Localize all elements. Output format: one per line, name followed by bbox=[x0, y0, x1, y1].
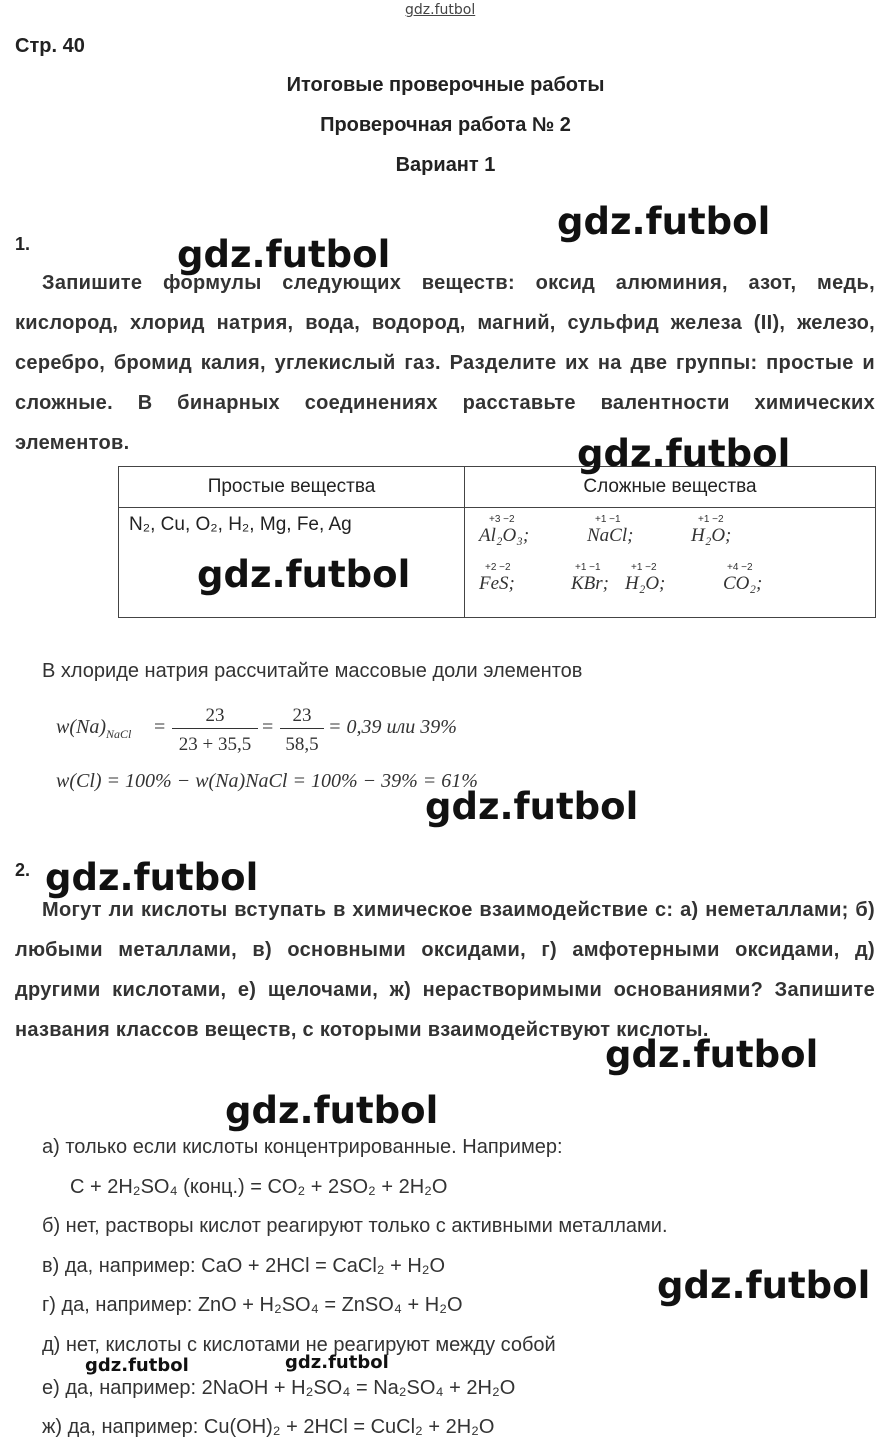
answer-e: е) да, например: 2NaOH + H₂SO₄ = Na₂SO₄ + 2H₂O bbox=[42, 1377, 516, 1399]
task2-number: 2. bbox=[15, 860, 31, 880]
complex-cell bbox=[465, 508, 876, 618]
mass-fraction-intro: В хлориде натрия рассчитайте массовые доли элементов bbox=[42, 660, 583, 682]
answer-zh: ж) да, например: Cu(OH)₂ + 2HCl = CuCl₂ + 2H₂O bbox=[42, 1416, 495, 1438]
variant-title: Вариант 1 bbox=[395, 154, 496, 176]
watermark: gdz.futbol bbox=[197, 553, 411, 596]
oxidation-states: +1 −1 bbox=[595, 514, 621, 525]
watermark: gdz.futbol bbox=[225, 1089, 439, 1132]
formula-h2o-2: H₂O; bbox=[625, 573, 666, 594]
answer-d: д) нет, кислоты с кислотами не реагируют между собой bbox=[42, 1334, 556, 1356]
oxidation-states: +4 −2 bbox=[727, 562, 753, 573]
formula-h2o: H₂O; bbox=[691, 525, 732, 546]
formula1-lhs bbox=[56, 716, 131, 742]
fraction2-denominator: 58,5 bbox=[285, 734, 319, 755]
section-title: Итоговые проверочные работы bbox=[286, 74, 605, 96]
formula-kbr: KBr; bbox=[571, 573, 609, 594]
work-title: Проверочная работа № 2 bbox=[320, 114, 571, 136]
formula1-lhs-sub: NaCl bbox=[106, 727, 132, 741]
answer-b: б) нет, растворы кислот реагируют только с активными металлами. bbox=[42, 1215, 668, 1237]
watermark: gdz.futbol bbox=[45, 856, 259, 899]
oxidation-states: +1 −2 bbox=[698, 514, 724, 525]
watermark: gdz.futbol bbox=[577, 432, 791, 475]
formula-al2o3: Al₂O₃; bbox=[479, 525, 530, 546]
formula-fes: FeS; bbox=[479, 573, 515, 594]
col-simple-header: Простые вещества bbox=[119, 467, 465, 508]
answer-a: а) только если кислоты концентрированные. Например: bbox=[42, 1136, 563, 1158]
answer-g: г) да, например: ZnO + H₂SO₄ = ZnSO₄ + H₂O bbox=[42, 1294, 463, 1316]
answer-v: в) да, например: CaO + 2HCl = CaCl₂ + H₂O bbox=[42, 1255, 446, 1277]
oxidation-states: +1 −2 bbox=[631, 562, 657, 573]
task1-text: Запишите формулы следующих веществ: оксид алюминия, азот, медь, кислород, хлорид натрия, вода, водород, магний, сульфид железа (II), железо, серебро, бромид калия, углекислый газ. Разделите их на две группы: простые и сложные. В бинарных соединениях расставьте валентности химических элементов. bbox=[15, 272, 875, 454]
answer-a-equation: C + 2H₂SO₄ (конц.) = CO₂ + 2SO₂ + 2H₂O bbox=[70, 1176, 448, 1198]
fraction1-denominator: 23 + 35,5 bbox=[178, 734, 252, 755]
formula-nacl: NaCl; bbox=[587, 525, 634, 546]
task1-number: 1. bbox=[15, 234, 31, 254]
equals-sign: = bbox=[154, 716, 166, 738]
watermark: gdz.futbol bbox=[425, 785, 639, 828]
oxidation-states: +1 −1 bbox=[575, 562, 601, 573]
watermark: gdz.futbol bbox=[557, 200, 771, 243]
simple-substances: N₂, Cu, O₂, H₂, Mg, Fe, Ag bbox=[129, 514, 352, 535]
watermark: gdz.futbol bbox=[177, 233, 391, 276]
formula2: w(Cl) = 100% − w(Na)NaCl = 100% − 39% = 61% bbox=[56, 770, 478, 792]
task2-text: Могут ли кислоты вступать в химическое взаимодействие с: а) неметаллами; б) любыми металлами, в) основными оксидами, г) амфотерными оксидами, д) другими кислотами, е) щелочами, ж) нерастворимыми основаниями? Запишите названия классов веществ, с которыми взаимодействуют кислоты. bbox=[15, 899, 875, 1041]
formula1-result: = 0,39 или 39% bbox=[328, 716, 457, 738]
watermark-small: gdz.futbol bbox=[285, 1352, 389, 1373]
watermark: gdz.futbol bbox=[657, 1264, 871, 1307]
fraction1-numerator: 23 bbox=[172, 704, 258, 729]
oxidation-states: +2 −2 bbox=[485, 562, 511, 573]
fraction2-numerator: 23 bbox=[280, 704, 324, 729]
col-complex-header: Сложные вещества bbox=[465, 467, 876, 508]
watermark-small: gdz.futbol bbox=[85, 1355, 189, 1376]
page-number: Стр. 40 bbox=[15, 35, 85, 57]
formula-co2: CO₂; bbox=[723, 573, 763, 594]
formula1-lhs-text: w(Na) bbox=[56, 716, 106, 738]
equals-sign: = bbox=[262, 716, 274, 738]
watermark-top: gdz.futbol bbox=[405, 2, 476, 18]
oxidation-states: +3 −2 bbox=[489, 514, 515, 525]
watermark: gdz.futbol bbox=[605, 1033, 819, 1076]
